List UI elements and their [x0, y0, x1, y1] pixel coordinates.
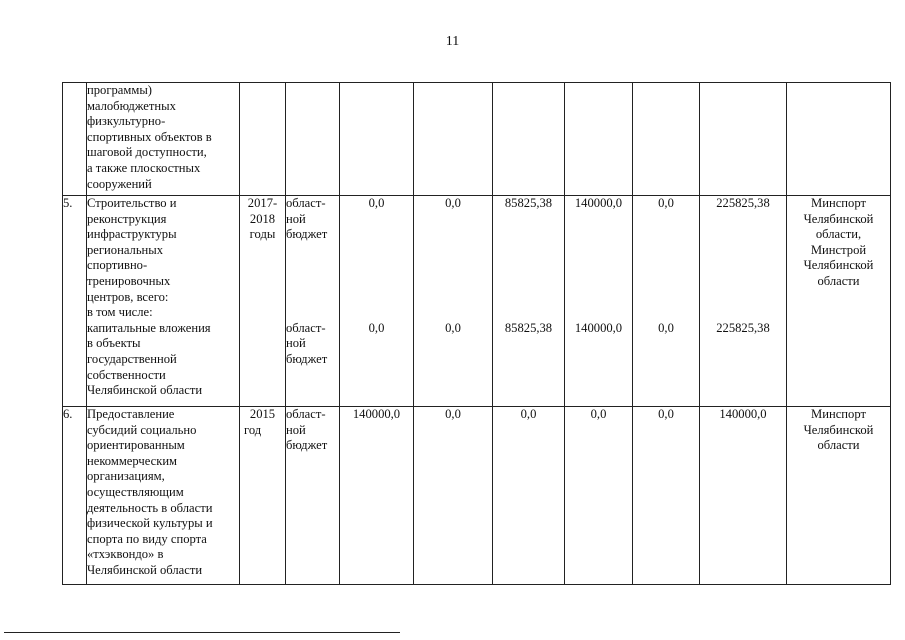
cell-value: [414, 83, 493, 196]
table-row-6: [63, 407, 891, 585]
cell-value: [493, 83, 565, 196]
cell-value: 140000,0 140000,0: [565, 196, 633, 407]
cell-responsible: Минспорт Челябинской области: [787, 407, 891, 585]
cell-value: 140000,0: [700, 407, 787, 585]
cell-value: [633, 83, 700, 196]
cell-name: Предоставление субсидий социально ориентированным некоммерческим организациям, осуществляющим деятельность в области физической культуры и спорта по виду спорта «тхэквондо» в Челябинской области: [87, 407, 240, 585]
footnote-rule: [4, 632, 400, 633]
cell-num: 6.: [63, 407, 87, 585]
cell-name: Строительство и реконструкция инфраструктуры региональных спортивно- тренировочных центров, всего: в том числе: капитальные вложения в объекты государственной собственности Челябинской области: [87, 196, 240, 407]
cell-source: [286, 83, 340, 196]
cell-num: 5.: [63, 196, 87, 407]
cell-source: област- ной бюджет област- ной бюджет: [286, 196, 340, 407]
cell-name: программы) малобюджетных физкультурно- спортивных объектов в шаговой доступности, а также плоскостных сооружений: [87, 83, 240, 196]
cell-period: 2015 год: [240, 407, 286, 585]
cell-value: [565, 83, 633, 196]
cell-period: 2017- 2018 годы: [240, 196, 286, 407]
cell-value: 0,0 0,0: [414, 196, 493, 407]
cell-value: [340, 83, 414, 196]
cell-value: 140000,0: [340, 407, 414, 585]
cell-value: 0,0: [633, 407, 700, 585]
cell-value: 0,0 0,0: [340, 196, 414, 407]
cell-value: [700, 83, 787, 196]
cell-value: 0,0 0,0: [633, 196, 700, 407]
cell-value: 225825,38 225825,38: [700, 196, 787, 407]
table-row-5: [63, 196, 891, 407]
cell-period: [240, 83, 286, 196]
cell-value: 85825,38 85825,38: [493, 196, 565, 407]
cell-value: 0,0: [414, 407, 493, 585]
page-number: 11: [445, 34, 460, 49]
cell-responsible: Минспорт Челябинской области, Минстрой Челябинской области: [787, 196, 891, 407]
cell-value: 0,0: [565, 407, 633, 585]
cell-value: 0,0: [493, 407, 565, 585]
table-row-continuation: [63, 83, 891, 196]
cell-num: [63, 83, 87, 196]
cell-responsible: [787, 83, 891, 196]
program-table: [62, 82, 891, 585]
cell-source: област- ной бюджет: [286, 407, 340, 585]
